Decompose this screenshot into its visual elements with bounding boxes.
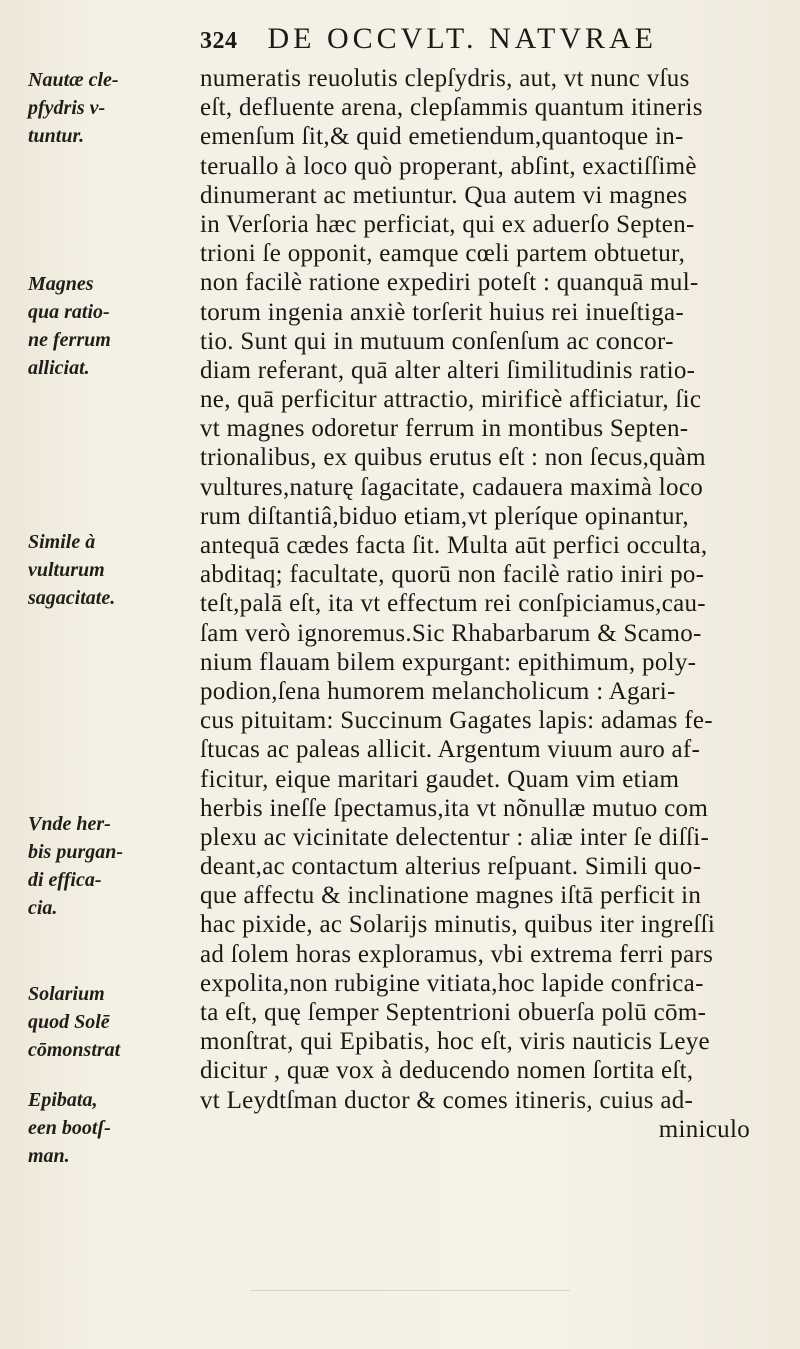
text-line: plexu ac vicinitate delectentur : aliæ inter ſe diſſi-: [200, 823, 710, 851]
text-line: que affectu & inclinatione magnes iſtā perficit in: [200, 882, 702, 910]
running-head: DE OCCVLT. NATVRAE: [267, 22, 658, 55]
margin-note-nauta: Nautæ cle- pfydris v- tuntur.: [28, 69, 119, 147]
text-line: podion,ſena humorem melancholicum : Agari-: [200, 677, 676, 705]
text-line: teruallo à loco quò properant, abſint, exactiſſimè: [200, 152, 697, 180]
text-line: ficitur, eique maritari gaudet. Quam vim etiam: [200, 765, 680, 793]
margin-note-magnes: Magnes qua ratio- ne ferrum alliciat.: [28, 273, 111, 379]
text-line: abditaq; facultate, quorū non facilè ratio iniri po-: [200, 561, 705, 589]
body-text: [200, 64, 790, 1144]
text-line: vultures,naturę ſagacitate, cadauera maximà loco: [200, 473, 704, 501]
margin-notes: [28, 0, 188, 1349]
text-line: herbis ineſſe ſpectamus,ita vt nõnullæ mutuo com: [200, 794, 709, 822]
margin-note-vnde: Vnde her- bis purgan- di effica- cia.: [28, 813, 124, 919]
text-line: eſt, defluente arena, clepſammis quantum itineris: [200, 94, 703, 122]
margin-note-epibata: Epibata, een bootſ- man.: [28, 1089, 111, 1167]
text-line-catchword: miniculo: [658, 1115, 750, 1143]
text-line: emenſum ſit,& quid emetiendum,quantoque in-: [200, 123, 684, 151]
margin-note-solarium: Solarium quod Solē cōmonstrat: [28, 983, 121, 1061]
margin-note-simile: Simile à vulturum sagacitate.: [28, 531, 116, 609]
text-line: dicitur , quæ vox à deducendo nomen ſortita eſt,: [200, 1057, 694, 1085]
text-line: ta eſt, quę ſemper Septentrioni obuerſa polū cōm-: [200, 999, 707, 1026]
text-line: trioni ſe opponit, eamque cœli partem obtuetur,: [200, 240, 686, 268]
text-line: diam referant, quā alter alteri ſimilitudinis ratio-: [200, 356, 696, 384]
text-line: non facilè ratione expediri poteſt : quanquā mul-: [200, 269, 699, 297]
text-line: nium flauam bilem expurgant: epithimum, poly-: [200, 648, 697, 676]
text-line: teſt,palā eſt, ita vt effectum rei conſpiciamus,cau-: [200, 590, 706, 618]
text-line: vt magnes odoretur ferrum in montibus Septen-: [200, 415, 689, 443]
text-line: ſam verò ignoremus.Sic Rhabarbarum & Scamo-: [200, 619, 702, 647]
text-line: torum ingenia anxiè torſerit huius rei inueſtiga-: [200, 298, 685, 326]
text-line: deant,ac contactum alterius reſpuant. Simili quo-: [200, 853, 702, 881]
text-line: ſtucas ac paleas allicit. Argentum viuum auro af-: [200, 736, 701, 764]
text-line: trionalibus, ex quibus erutus eſt : non ſecus,quàm: [200, 444, 706, 472]
text-line: antequā cædes facta ſit. Multa aūt perfici occulta,: [200, 532, 708, 559]
text-line: expolita,non rubigine vitiata,hoc lapide confrica-: [200, 969, 704, 997]
text-line: in Verſoria hæc perficiat, qui ex aduerſo Septen-: [200, 210, 695, 238]
text-line: cus pituitam: Succinum Gagates lapis: adamas fe-: [200, 707, 713, 735]
text-line: rum diſtantiâ,biduo etiam,vt pleríque opinantur,: [200, 502, 689, 530]
text-line: vt Leydtſman ductor & comes itineris, cuius ad-: [200, 1086, 694, 1114]
text-line: ne, quā perficitur attractio, mirificè afficiatur, ſic: [200, 386, 702, 414]
faint-rule: [250, 1290, 570, 1291]
text-line: tio. Sunt qui in mutuum conſenſum ac concor-: [200, 327, 674, 355]
page-number: 324: [200, 28, 238, 54]
text-line: monſtrat, qui Epibatis, hoc eſt, viris nauticis Leye: [200, 1028, 710, 1056]
text-line: dinumerant ac metiuntur. Qua autem vi magnes: [200, 181, 688, 209]
page-header: [200, 22, 760, 56]
text-line: hac pixide, ac Solarijs minutis, quibus iter ingreſſi: [200, 911, 716, 939]
text-line: numeratis reuolutis clepſydris, aut, vt nunc vſus: [200, 65, 690, 92]
text-line: ad ſolem horas exploramus, vbi extrema ferri pars: [200, 940, 714, 968]
